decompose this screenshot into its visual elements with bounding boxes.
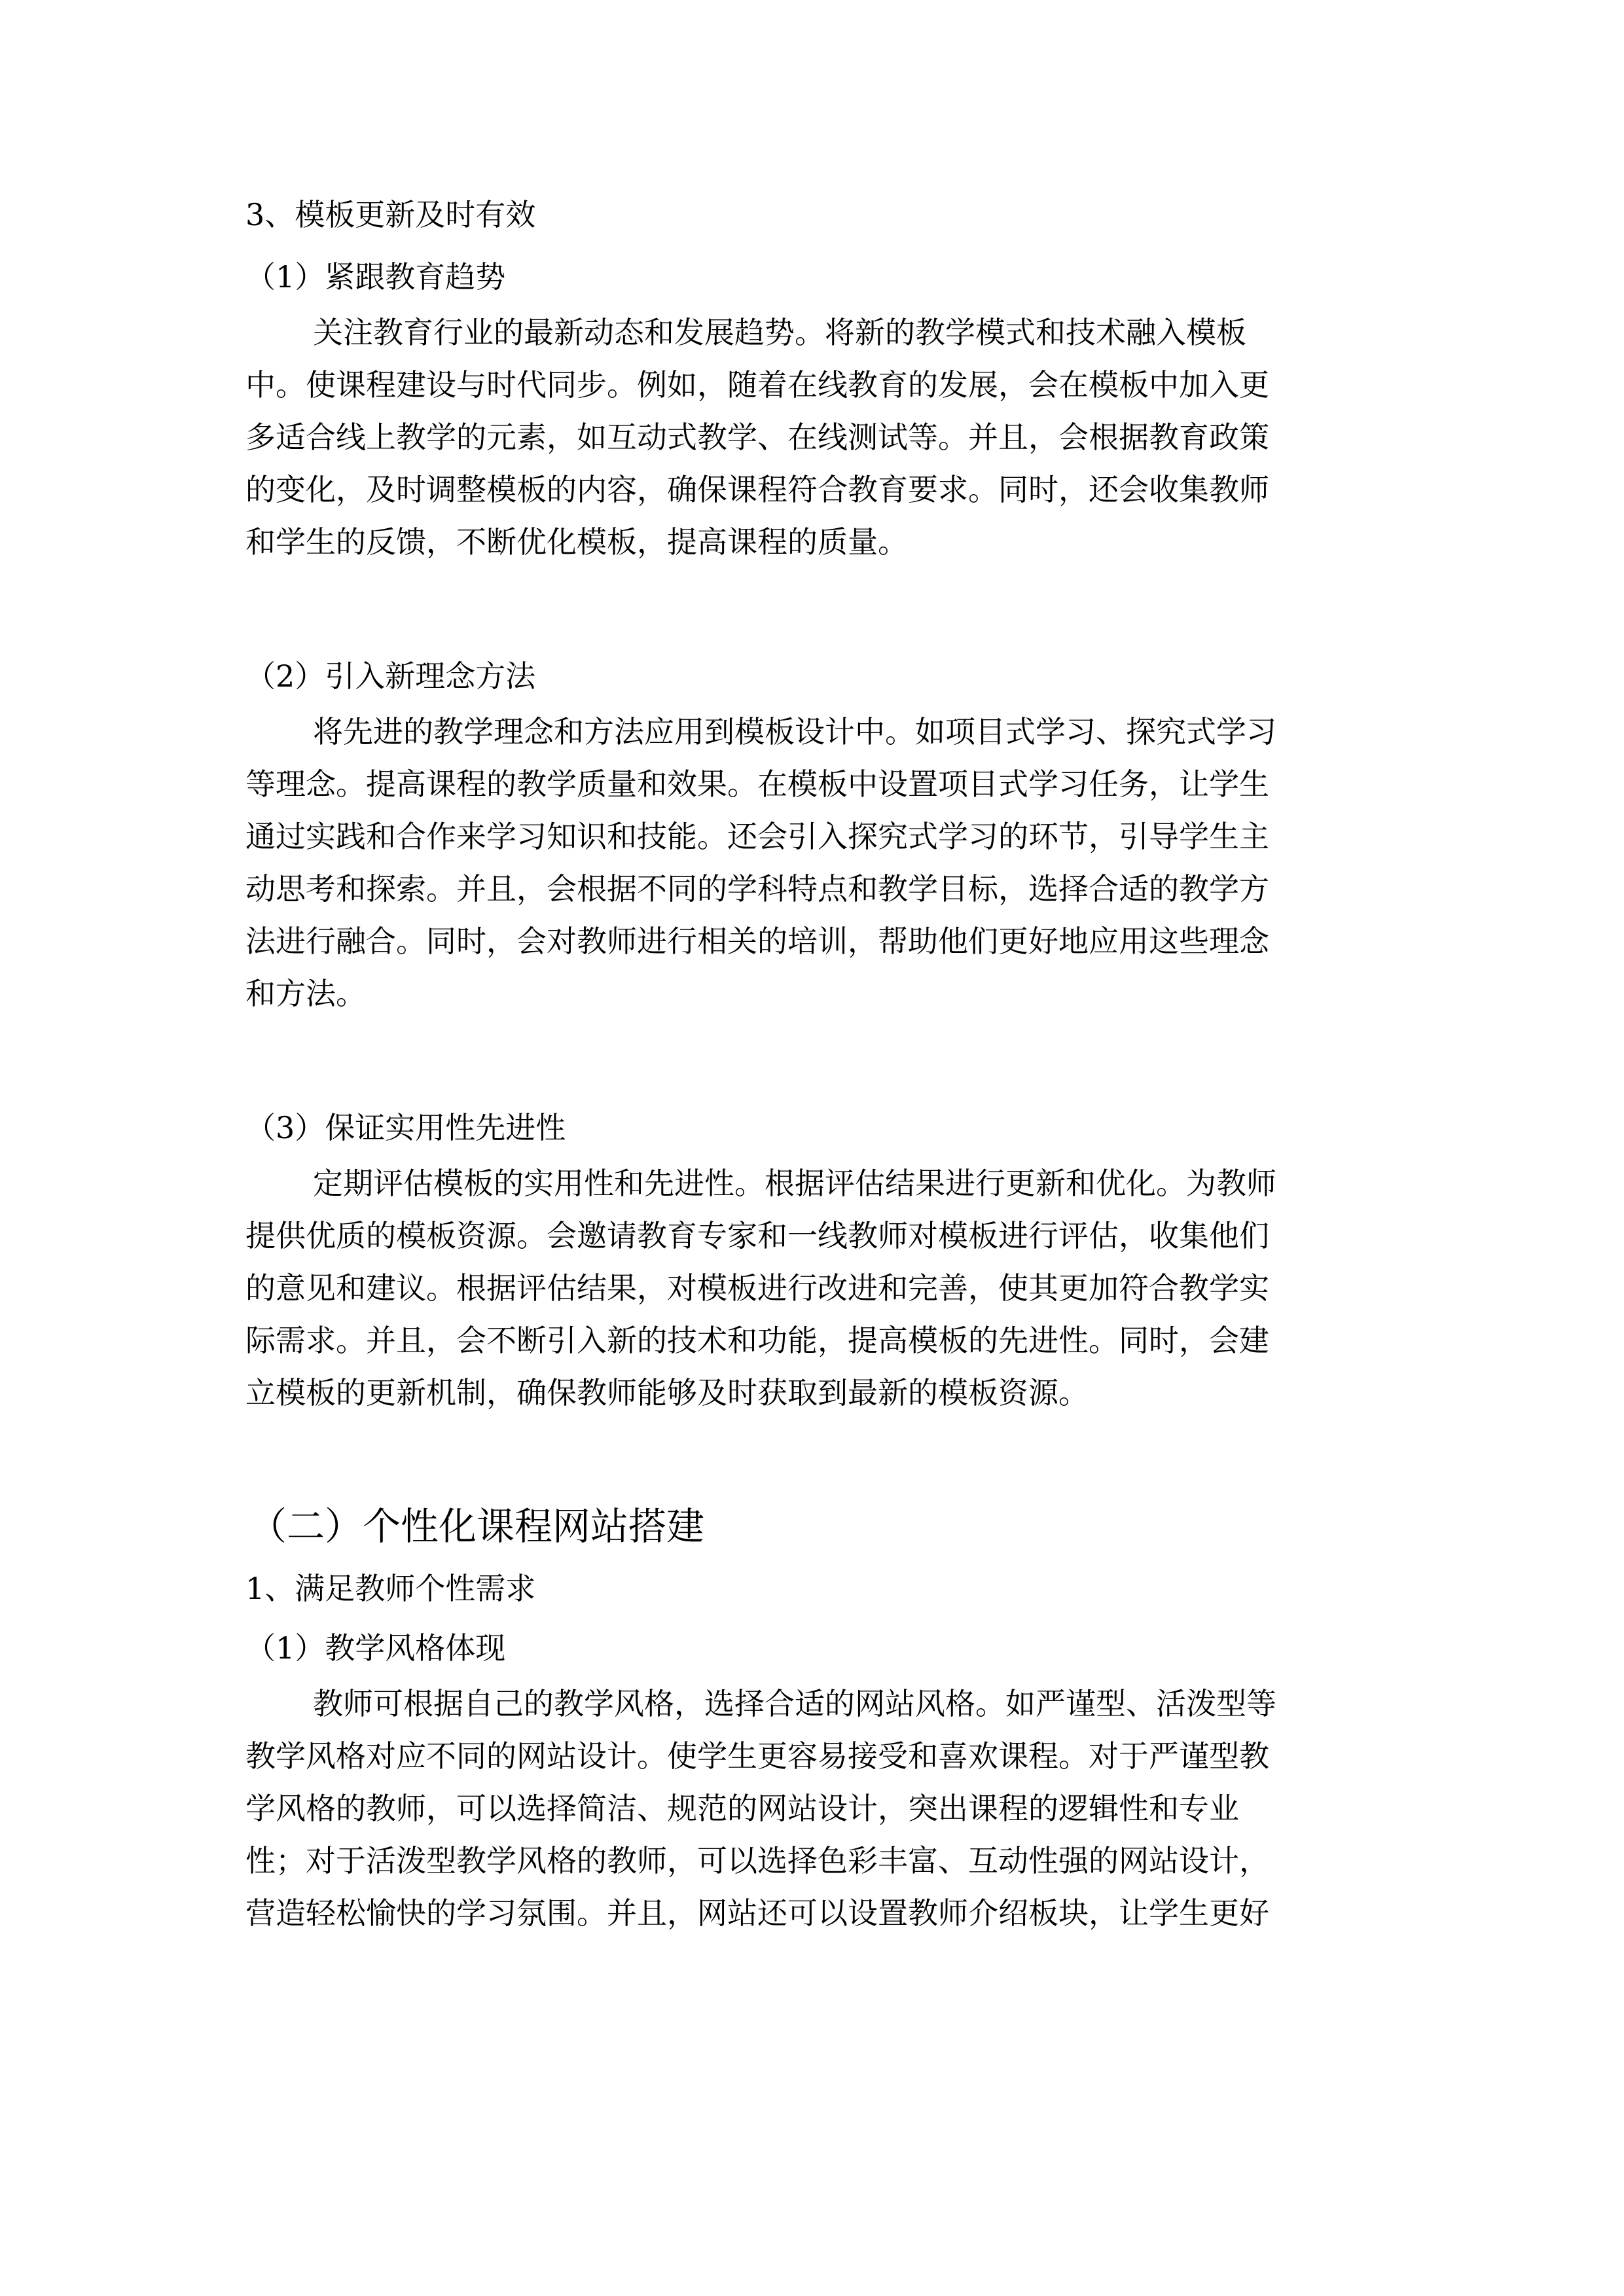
paragraph-line: 定期评估模板的实用性和先进性。根据评估结果进行更新和优化。为教师 [313,1166,1276,1201]
paragraph-line: 等理念。提高课程的教学质量和效果。在模板中设置项目式学习任务，让学生 [245,766,1269,802]
paragraph-line: 和方法。 [245,976,366,1011]
paragraph-line: 多适合线上教学的元素，如互动式教学、在线测试等。并且，会根据教育政策 [245,420,1269,455]
paragraph-line: 法进行融合。同时，会对教师进行相关的培训，帮助他们更好地应用这些理念 [245,924,1269,959]
paragraph-line: 营造轻松愉快的学习氛围。并且，网站还可以设置教师介绍板块，让学生更好 [245,1895,1269,1931]
paragraph-line: 际需求。并且，会不断引入新的技术和功能，提高模板的先进性。同时，会建 [245,1323,1269,1358]
paragraph-line: 关注教育行业的最新动态和发展趋势。将新的教学模式和技术融入模板 [313,315,1246,350]
paragraph-line: 通过实践和合作来学习知识和技能。还会引入探究式学习的环节，引导学生主 [245,819,1269,854]
paragraph-line: 教师可根据自己的教学风格，选择合适的网站风格。如严谨型、活泼型等 [313,1686,1276,1721]
paragraph-line: 动思考和探索。并且，会根据不同的学科特点和教学目标，选择合适的教学方 [245,871,1269,906]
paragraph-line: 和学生的反馈，不断优化模板，提高课程的质量。 [245,524,908,560]
paragraph-line: 性；对于活泼型教学风格的教师，可以选择色彩丰富、互动性强的网站设计， [245,1843,1269,1878]
paragraph-line: 中。使课程建设与时代同步。例如，随着在线教育的发展，会在模板中加入更 [245,367,1269,403]
item-title-new-concepts: （2）引入新理念方法 [245,658,536,694]
paragraph-line: 的意见和建议。根据评估结果，对模板进行改进和完善，使其更加符合教学实 [245,1270,1269,1306]
paragraph-line: 学风格的教师，可以选择简洁、规范的网站设计，突出课程的逻辑性和专业 [245,1791,1239,1826]
paragraph-line: 提供优质的模板资源。会邀请教育专家和一线教师对模板进行评估，收集他们 [245,1218,1269,1253]
heading-teacher-needs: 1、满足教师个性需求 [245,1571,536,1606]
heading-template-update: 3、模板更新及时有效 [245,197,536,232]
paragraph-line: 将先进的教学理念和方法应用到模板设计中。如项目式学习、探究式学习 [313,714,1276,749]
item-title-practical-advanced: （3）保证实用性先进性 [245,1110,566,1145]
paragraph-line: 立模板的更新机制，确保教师能够及时获取到最新的模板资源。 [245,1375,1089,1410]
item-title-teaching-style: （1）教学风格体现 [245,1630,506,1666]
item-title-education-trend: （1）紧跟教育趋势 [245,259,506,295]
section-heading-website: （二）个性化课程网站搭建 [249,1504,705,1549]
paragraph-line: 教学风格对应不同的网站设计。使学生更容易接受和喜欢课程。对于严谨型教 [245,1738,1269,1774]
paragraph-line: 的变化，及时调整模板的内容，确保课程符合教育要求。同时，还会收集教师 [245,472,1269,507]
